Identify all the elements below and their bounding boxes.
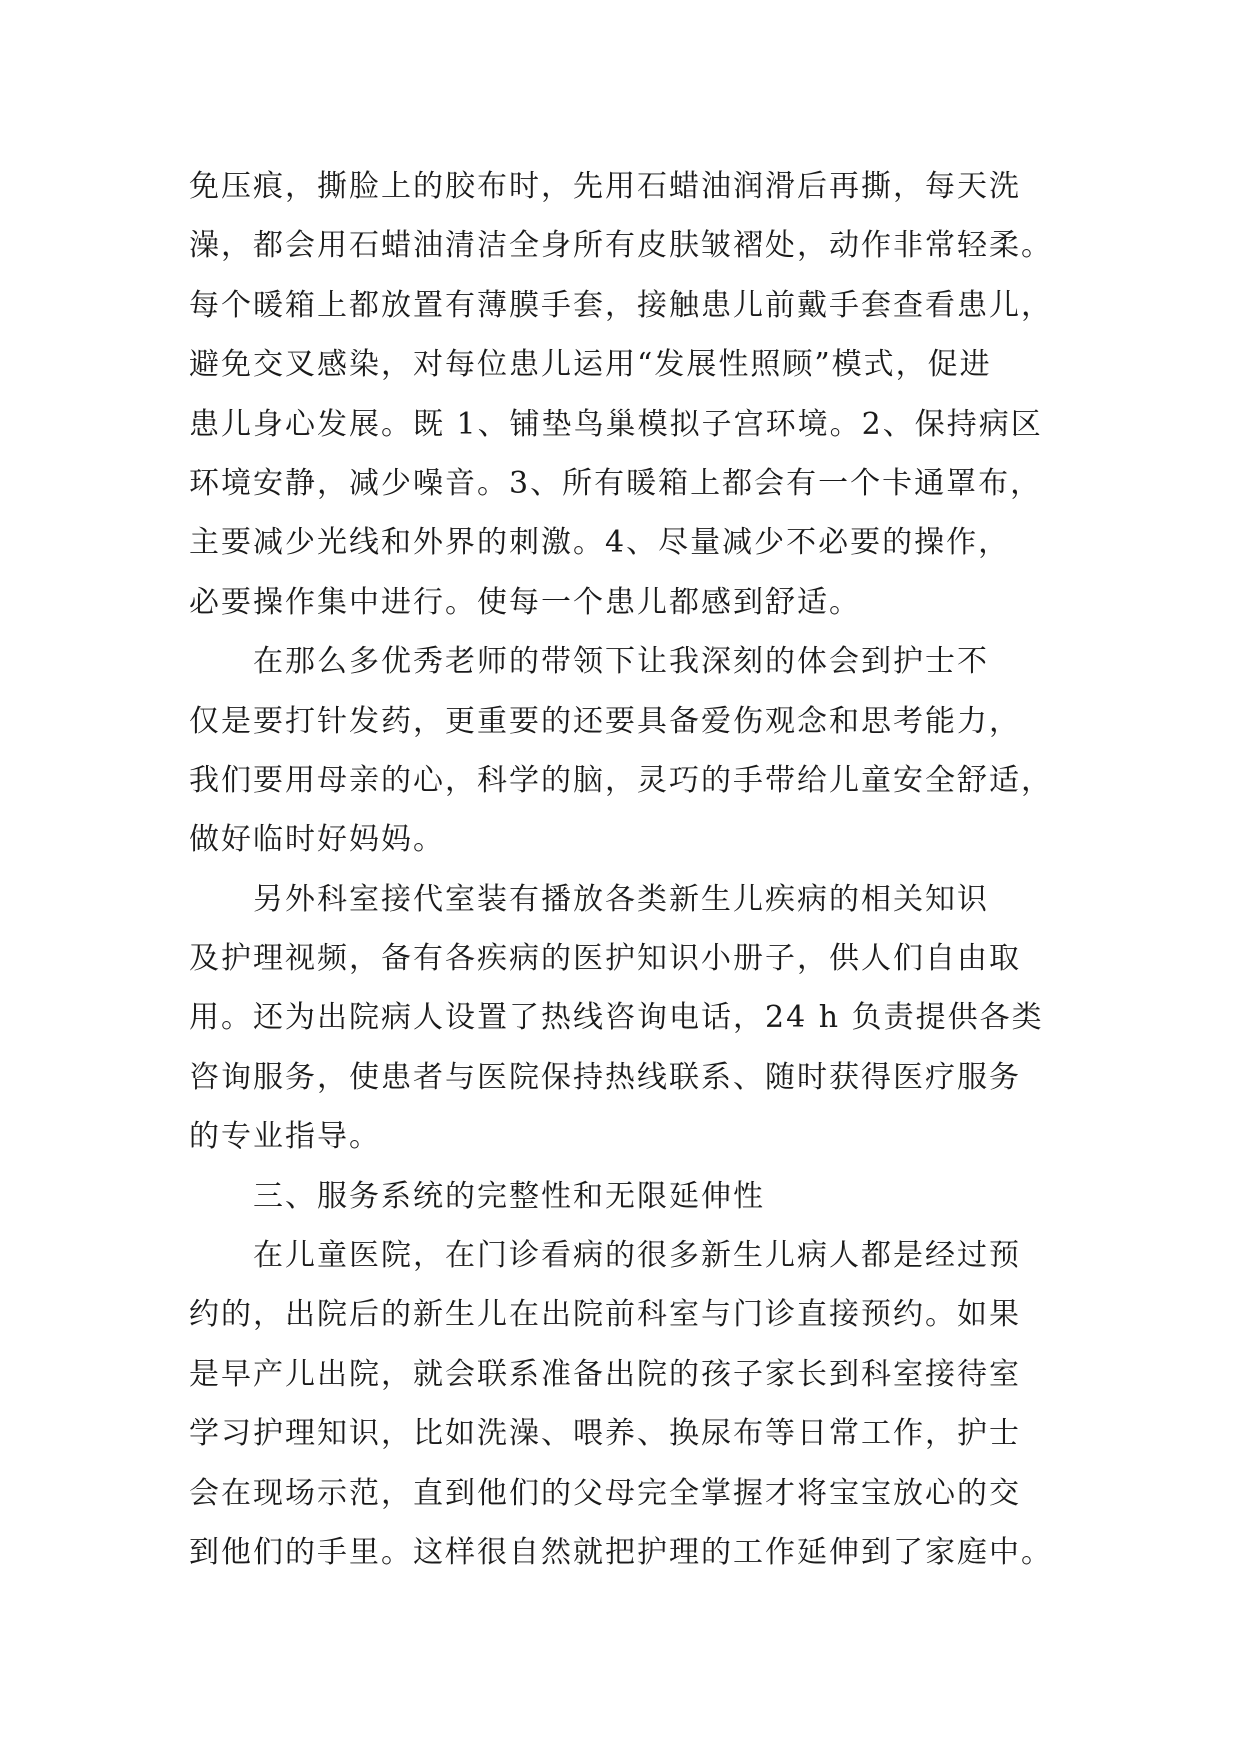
text-line: 是早产儿出院，就会联系准备出院的孩子家长到科室接待室 bbox=[189, 1356, 1021, 1392]
body-text bbox=[189, 157, 1069, 1582]
text-line: 的专业指导。 bbox=[189, 1119, 381, 1155]
text-line: 免压痕，撕脸上的胶布时，先用石蜡油润滑后再撕，每天洗 bbox=[189, 169, 1021, 204]
text-line: 用。还为出院病人设置了热线咨询电话，24 h 负责提供各类 bbox=[189, 1000, 1044, 1036]
text-line: 每个暖箱上都放置有薄膜手套，接触患儿前戴手套查看患儿， bbox=[189, 287, 1053, 323]
text-line: 环境安静，减少噪音。3、所有暖箱上都会有一个卡通罩布， bbox=[189, 465, 1043, 501]
text-line: 约的，出院后的新生儿在出院前科室与门诊直接预约。如果 bbox=[189, 1297, 1021, 1333]
section-heading: 三、服务系统的完整性和无限延伸性 bbox=[253, 1178, 765, 1214]
text-line: 患儿身心发展。既 1、铺垫鸟巢模拟子宫环境。2、保持病区 bbox=[189, 406, 1043, 442]
text-line: 必要操作集中进行。使每一个患儿都感到舒适。 bbox=[189, 584, 861, 620]
text-line: 学习护理知识，比如洗澡、喂养、换尿布等日常工作，护士 bbox=[189, 1416, 1021, 1452]
text-line: 咨询服务，使患者与医院保持热线联系、随时获得医疗服务 bbox=[189, 1059, 1021, 1095]
text-line: 会在现场示范，直到他们的父母完全掌握才将宝宝放心的交 bbox=[189, 1475, 1021, 1511]
text-line: 到他们的手里。这样很自然就把护理的工作延伸到了家庭中。 bbox=[189, 1534, 1053, 1570]
text-line: 及护理视频，备有各疾病的医护知识小册子，供人们自由取 bbox=[189, 941, 1021, 977]
text-line: 在那么多优秀老师的带领下让我深刻的体会到护士不 bbox=[253, 644, 989, 680]
text-line: 在儿童医院，在门诊看病的很多新生儿病人都是经过预 bbox=[253, 1238, 1021, 1274]
text-line: 另外科室接代室装有播放各类新生儿疾病的相关知识 bbox=[253, 881, 989, 917]
text-line: 避免交叉感染，对每位患儿运用“发展性照顾”模式，促进 bbox=[189, 347, 992, 383]
text-line: 做好临时好妈妈。 bbox=[189, 822, 445, 858]
text-line: 我们要用母亲的心，科学的脑，灵巧的手带给儿童安全舒适， bbox=[189, 762, 1053, 798]
text-line: 澡，都会用石蜡油清洁全身所有皮肤皱褶处，动作非常轻柔。 bbox=[189, 228, 1053, 264]
text-line: 仅是要打针发药，更重要的还要具备爱伤观念和思考能力， bbox=[189, 703, 1021, 739]
text-line: 主要减少光线和外界的刺激。4、尽量减少不必要的操作， bbox=[189, 525, 1011, 561]
